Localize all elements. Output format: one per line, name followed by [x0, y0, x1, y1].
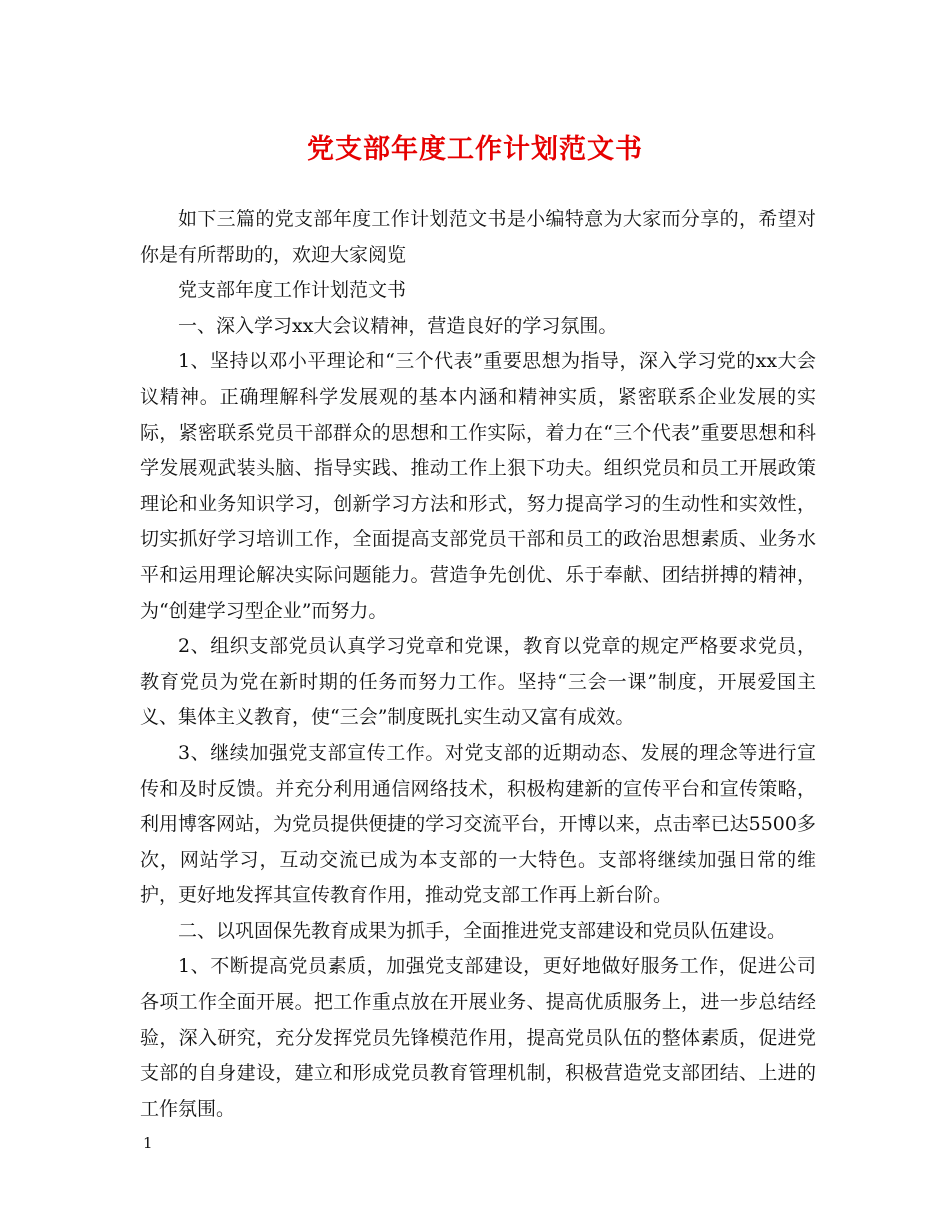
paragraph-1-2: 2、组织支部党员认真学习党章和党课，教育以党章的规定严格要求党员，教育党员为党在新时期的任务而努力工作。坚持“三会一课”制度，开展爱国主义、集体主义教育，使“三会”制度既扎实生动又富有成效。 — [140, 635, 816, 729]
paragraph-2-1: 1、不断提高党员素质，加强党支部建设，更好地做好服务工作，促进公司各项工作全面开展。把工作重点放在开展业务、提高优质服务上，进一步总结经验，深入研究，充分发挥党员先锋模范作用，提高党员队伍的整体素质，促进党支部的自身建设，建立和形成党员教育管理机制，积极营造党支部团结、上进的工作氛围。 — [140, 955, 816, 1120]
paragraph-intro: 如下三篇的党支部年度工作计划范文书是小编特意为大家而分享的，希望对你是有所帮助的，欢迎大家阅览 — [140, 208, 816, 266]
paragraph-1-3: 3、继续加强党支部宣传工作。对党支部的近期动态、发展的理念等进行宣传和及时反馈。并充分利用通信网络技术，积极构建新的宣传平台和宣传策略，利用博客网站，为党员提供便捷的学习交流平台，开博以来，点击率已达5500多次，网站学习，互动交流已成为本支部的一大特色。支部将继续加强日常的维护，更好地发挥其宣传教育作用，推动党支部工作再上新台阶。 — [140, 741, 816, 907]
section-heading-1: 一、深入学习xx大会议精神，营造良好的学习氛围。 — [178, 314, 618, 337]
paragraph-1-1: 1、坚持以邓小平理论和“三个代表”重要思想为指导，深入学习党的xx大会议精神。正确理解科学发展观的基本内涵和精神实质，紧密联系企业发展的实际，紧密联系党员干部群众的思想和工作实际，着力在“三个代表”重要思想和科学发展观武装头脑、指导实践、推动工作上狠下功夫。组织党员和员工开展政策理论和业务知识学习，创新学习方法和形式，努力提高学习的生动性和实效性，切实抓好学习培训工作，全面提高支部党员干部和员工的政治思想素质、业务水平和运用理论解决实际问题能力。营造争先创优、乐于奉献、团结拼搏的精神，为“创建学习型企业”而努力。 — [140, 350, 816, 622]
document-body — [140, 202, 816, 1127]
document-title: 党支部年度工作计划范文书 — [307, 134, 643, 165]
paragraph-subtitle: 党支部年度工作计划范文书 — [178, 279, 407, 302]
page-number: 1 — [143, 1134, 153, 1152]
section-heading-2: 二、以巩固保先教育成果为抓手，全面推进党支部建设和党员队伍建设。 — [178, 919, 787, 942]
